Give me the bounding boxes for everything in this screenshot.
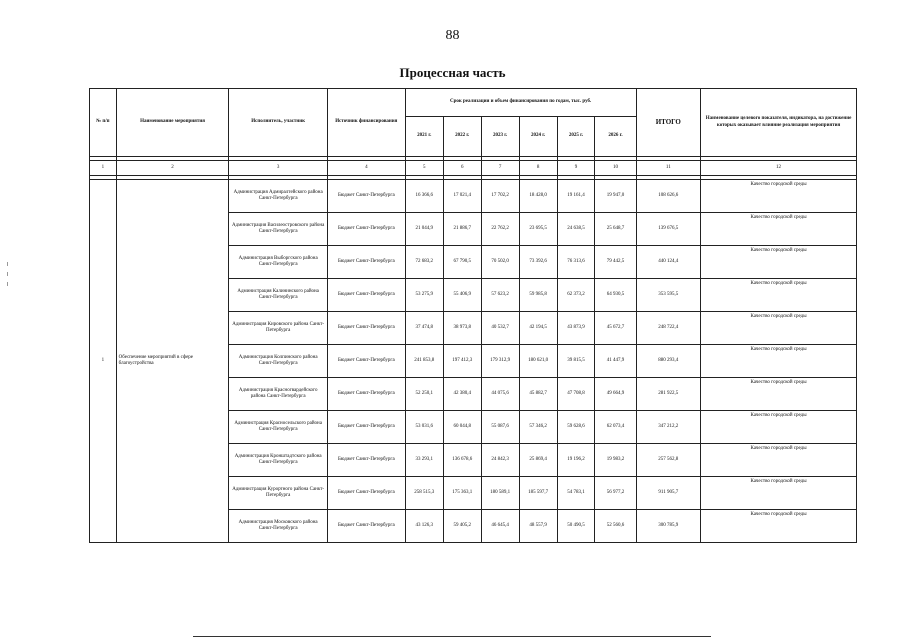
value-cell: 62 373,2: [557, 279, 595, 312]
column-number: 12: [701, 161, 857, 176]
total-cell: 257 562,8: [636, 444, 701, 477]
col-header-indicator: Наименование целевого показателя, индикатора, на достижение которых оказывает влияние реализация мероприятия: [701, 89, 857, 157]
value-cell: 18 428,0: [519, 180, 557, 213]
col-header-year: 2022 г.: [443, 117, 481, 157]
indicator-cell: Качество городской среды: [701, 345, 857, 378]
value-cell: 55 087,6: [481, 411, 519, 444]
scan-artifact: [7, 282, 8, 286]
header-row-top: [90, 89, 857, 117]
value-cell: 41 447,9: [595, 345, 636, 378]
total-cell: 440 124,4: [636, 246, 701, 279]
total-cell: 911 905,7: [636, 477, 701, 510]
activity-name: Обеспечение мероприятий в сфере благоустройства: [116, 180, 229, 543]
indicator-cell: Качество городской среды: [701, 279, 857, 312]
executor-cell: Администрация Кронштадтского района Санкт-Петербурга: [229, 444, 327, 477]
total-cell: 281 922,5: [636, 378, 701, 411]
executor-cell: Администрация Кировского района Санкт-Петербурга: [229, 312, 327, 345]
source-cell: Бюджет Санкт-Петербурга: [327, 345, 405, 378]
source-cell: Бюджет Санкт-Петербурга: [327, 213, 405, 246]
total-cell: 300 785,9: [636, 510, 701, 543]
value-cell: 33 293,1: [405, 444, 443, 477]
total-cell: 353 595,5: [636, 279, 701, 312]
column-number: 2: [116, 161, 229, 176]
value-cell: 67 790,5: [443, 246, 481, 279]
value-cell: 25 648,7: [595, 213, 636, 246]
source-cell: Бюджет Санкт-Петербурга: [327, 246, 405, 279]
col-header-executor: Исполнитель, участник: [229, 89, 327, 157]
col-header-year: 2021 г.: [405, 117, 443, 157]
value-cell: 25 869,4: [519, 444, 557, 477]
value-cell: 37 474,8: [405, 312, 443, 345]
value-cell: 76 313,6: [557, 246, 595, 279]
value-cell: 40 532,7: [481, 312, 519, 345]
value-cell: 136 678,6: [443, 444, 481, 477]
column-number: 7: [481, 161, 519, 176]
col-header-year: 2023 г.: [481, 117, 519, 157]
executor-cell: Администрация Красносельского района Санкт-Петербурга: [229, 411, 327, 444]
scan-artifact: [7, 262, 8, 266]
value-cell: 52 560,6: [595, 510, 636, 543]
value-cell: 79 442,5: [595, 246, 636, 279]
executor-cell: Администрация Колпинского района Санкт-Петербурга: [229, 345, 327, 378]
value-cell: 17 021,4: [443, 180, 481, 213]
value-cell: 54 783,1: [557, 477, 595, 510]
value-cell: 59 985,8: [519, 279, 557, 312]
col-header-total: ИТОГО: [636, 89, 701, 157]
total-cell: 347 212,2: [636, 411, 701, 444]
value-cell: 185 597,7: [519, 477, 557, 510]
value-cell: 197 412,3: [443, 345, 481, 378]
section-heading: Процессная часть: [399, 65, 506, 80]
total-cell: 108 626,6: [636, 180, 701, 213]
col-header-source: Источник финансирования: [327, 89, 405, 157]
col-header-years-group: Срок реализации и объем финансирования по годам, тыс. руб.: [405, 89, 636, 117]
indicator-cell: Качество городской среды: [701, 444, 857, 477]
value-cell: 43 126,3: [405, 510, 443, 543]
value-cell: 21 044,9: [405, 213, 443, 246]
total-cell: 139 676,5: [636, 213, 701, 246]
indicator-cell: Качество городской среды: [701, 180, 857, 213]
value-cell: 56 977,2: [595, 477, 636, 510]
indicator-cell: Качество городской среды: [701, 477, 857, 510]
executor-cell: Администрация Василеостровского района Санкт-Петербурга: [229, 213, 327, 246]
scan-artifact: [7, 272, 8, 276]
column-number: 6: [443, 161, 481, 176]
value-cell: 72 683,2: [405, 246, 443, 279]
value-cell: 46 645,4: [481, 510, 519, 543]
total-cell: 248 722,4: [636, 312, 701, 345]
column-number: 10: [595, 161, 636, 176]
value-cell: 241 853,8: [405, 345, 443, 378]
process-table: [89, 88, 857, 543]
col-header-num: № п/п: [90, 89, 117, 157]
col-header-activity: Наименование мероприятия: [116, 89, 229, 157]
source-cell: Бюджет Санкт-Петербурга: [327, 510, 405, 543]
value-cell: 45 882,7: [519, 378, 557, 411]
executor-cell: Администрация Курортного района Санкт-Петербурга: [229, 477, 327, 510]
value-cell: 179 312,9: [481, 345, 519, 378]
value-cell: 23 695,5: [519, 213, 557, 246]
column-number: 4: [327, 161, 405, 176]
value-cell: 45 672,7: [595, 312, 636, 345]
value-cell: 180 589,1: [481, 477, 519, 510]
source-cell: Бюджет Санкт-Петербурга: [327, 477, 405, 510]
value-cell: 180 621,0: [519, 345, 557, 378]
value-cell: 49 664,9: [595, 378, 636, 411]
value-cell: 42 380,4: [443, 378, 481, 411]
value-cell: 55 406,9: [443, 279, 481, 312]
value-cell: 175 363,1: [443, 477, 481, 510]
indicator-cell: Качество городской среды: [701, 213, 857, 246]
column-number: 5: [405, 161, 443, 176]
col-header-year: 2025 г.: [557, 117, 595, 157]
column-number: 8: [519, 161, 557, 176]
value-cell: 70 502,0: [481, 246, 519, 279]
source-cell: Бюджет Санкт-Петербурга: [327, 411, 405, 444]
page-number: 88: [445, 28, 460, 43]
column-number: 9: [557, 161, 595, 176]
value-cell: 60 044,8: [443, 411, 481, 444]
value-cell: 57 346,2: [519, 411, 557, 444]
source-cell: Бюджет Санкт-Петербурга: [327, 180, 405, 213]
value-cell: 22 762,2: [481, 213, 519, 246]
indicator-cell: Качество городской среды: [701, 312, 857, 345]
value-cell: 258 515,3: [405, 477, 443, 510]
table-row: [90, 180, 857, 213]
value-cell: 21 886,7: [443, 213, 481, 246]
source-cell: Бюджет Санкт-Петербурга: [327, 378, 405, 411]
indicator-cell: Качество городской среды: [701, 246, 857, 279]
value-cell: 38 973,8: [443, 312, 481, 345]
value-cell: 52 250,1: [405, 378, 443, 411]
value-cell: 19 947,0: [595, 180, 636, 213]
executor-cell: Администрация Адмиралтейского района Санкт-Петербурга: [229, 180, 327, 213]
column-number: 11: [636, 161, 701, 176]
source-cell: Бюджет Санкт-Петербурга: [327, 279, 405, 312]
value-cell: 17 702,2: [481, 180, 519, 213]
value-cell: 64 930,5: [595, 279, 636, 312]
item-number: 1: [90, 180, 117, 543]
col-header-year: 2026 г.: [595, 117, 636, 157]
value-cell: 19 983,2: [595, 444, 636, 477]
value-cell: 50 490,5: [557, 510, 595, 543]
col-header-year: 2024 г.: [519, 117, 557, 157]
source-cell: Бюджет Санкт-Петербурга: [327, 444, 405, 477]
value-cell: 59 405,2: [443, 510, 481, 543]
executor-cell: Администрация Московского района Санкт-Петербурга: [229, 510, 327, 543]
indicator-cell: Качество городской среды: [701, 378, 857, 411]
executor-cell: Администрация Выборгского района Санкт-Петербурга: [229, 246, 327, 279]
value-cell: 53 275,9: [405, 279, 443, 312]
value-cell: 59 628,6: [557, 411, 595, 444]
column-number-row: [90, 161, 857, 176]
value-cell: 24 842,3: [481, 444, 519, 477]
value-cell: 16 366,6: [405, 180, 443, 213]
column-number: 3: [229, 161, 327, 176]
indicator-cell: Качество городской среды: [701, 411, 857, 444]
total-cell: 880 293,4: [636, 345, 701, 378]
value-cell: 57 623,2: [481, 279, 519, 312]
executor-cell: Администрация Красногвардейского района Санкт-Петербурга: [229, 378, 327, 411]
value-cell: 42 194,5: [519, 312, 557, 345]
column-number: 1: [90, 161, 117, 176]
value-cell: 24 638,5: [557, 213, 595, 246]
bottom-rule: [193, 636, 711, 637]
value-cell: 47 708,8: [557, 378, 595, 411]
value-cell: 73 392,6: [519, 246, 557, 279]
value-cell: 53 031,6: [405, 411, 443, 444]
executor-cell: Администрация Калининского района Санкт-Петербурга: [229, 279, 327, 312]
indicator-cell: Качество городской среды: [701, 510, 857, 543]
source-cell: Бюджет Санкт-Петербурга: [327, 312, 405, 345]
value-cell: 62 073,4: [595, 411, 636, 444]
value-cell: 19 196,2: [557, 444, 595, 477]
value-cell: 19 161,4: [557, 180, 595, 213]
value-cell: 39 815,5: [557, 345, 595, 378]
value-cell: 43 873,9: [557, 312, 595, 345]
value-cell: 48 557,9: [519, 510, 557, 543]
value-cell: 44 075,6: [481, 378, 519, 411]
